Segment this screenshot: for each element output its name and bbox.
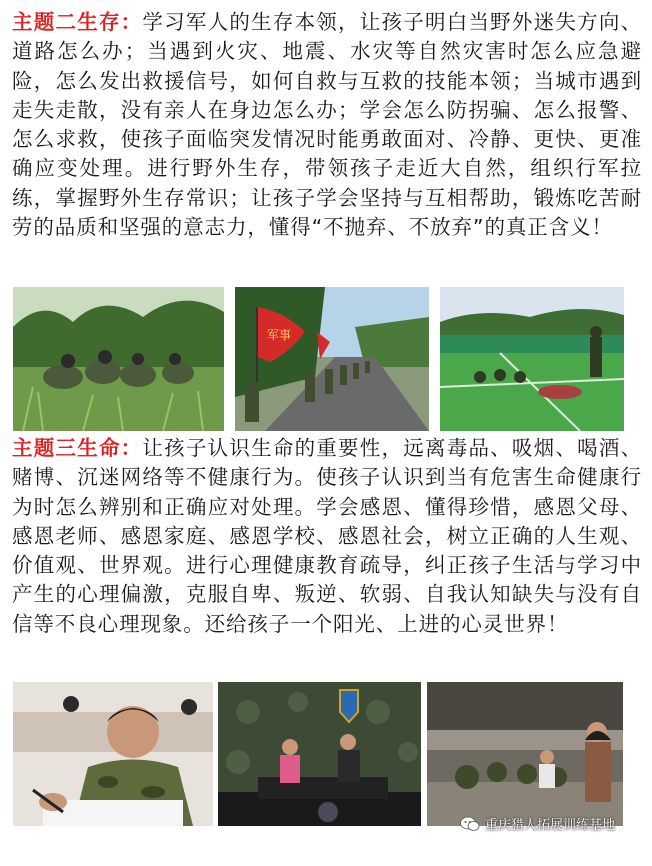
section-body: 让孩子认识生命的重要性，远离毒品、吸烟、喝酒、赌博、沉迷网络等不健康行为。使孩子认识到当有危害生命健康行为时怎么辨别和正确应对处理。学会感恩、懂得珍惜，感恩父母、感恩老师、感恩家庭、感恩学校、感恩社会，树立正确的人生观、价值观、世界观。进行心理健康教育疏导，纠正孩子生活与学习中产生的心理偏激，克服自卑、叛逆、软弱、自我认知缺失与没有自信等不良心理现象。还给孩子一个阳光、上进的心灵世界！ (12, 436, 642, 636)
section-survival (12, 8, 642, 242)
wechat-icon (460, 816, 480, 832)
flag-label: 军事 (267, 328, 292, 342)
photo-teacher-guidance (427, 682, 623, 826)
photo-march-flag (235, 287, 429, 431)
section-life (12, 434, 642, 639)
photo-jungle-crawl (13, 287, 224, 431)
photo-first-aid-field (440, 287, 624, 431)
watermark-text: 重庆猎人拓展训练基地 (485, 818, 616, 833)
watermark (460, 814, 615, 833)
section-title: 主题二生存： (12, 10, 143, 34)
section-title: 主题三生命： (12, 436, 143, 460)
section-body: 学习军人的生存本领，让孩子明白当野外迷失方向、道路怎么办；当遇到火灾、地震、水灾等自然灾害时怎么应急避险，怎么发出救援信号，如何自救与互救的技能本领；当城市遇到走失走散，没有亲人在身边怎么办；学会怎么防拐骗、怎么报警、怎么求救，使孩子面临突发情况时能勇敢面对、冷静、更快、更准确应变处理。进行野外生存，带领孩子走近大自然，组织行军拉练，掌握野外生存常识；让孩子学会坚持与互相帮助，锻炼吃苦耐劳的品质和坚强的意志力，懂得“不抛弃、不放弃”的真正含义！ (12, 10, 642, 240)
photo-crying-boy-writing (13, 682, 213, 826)
photo-stage-talk (218, 682, 421, 826)
